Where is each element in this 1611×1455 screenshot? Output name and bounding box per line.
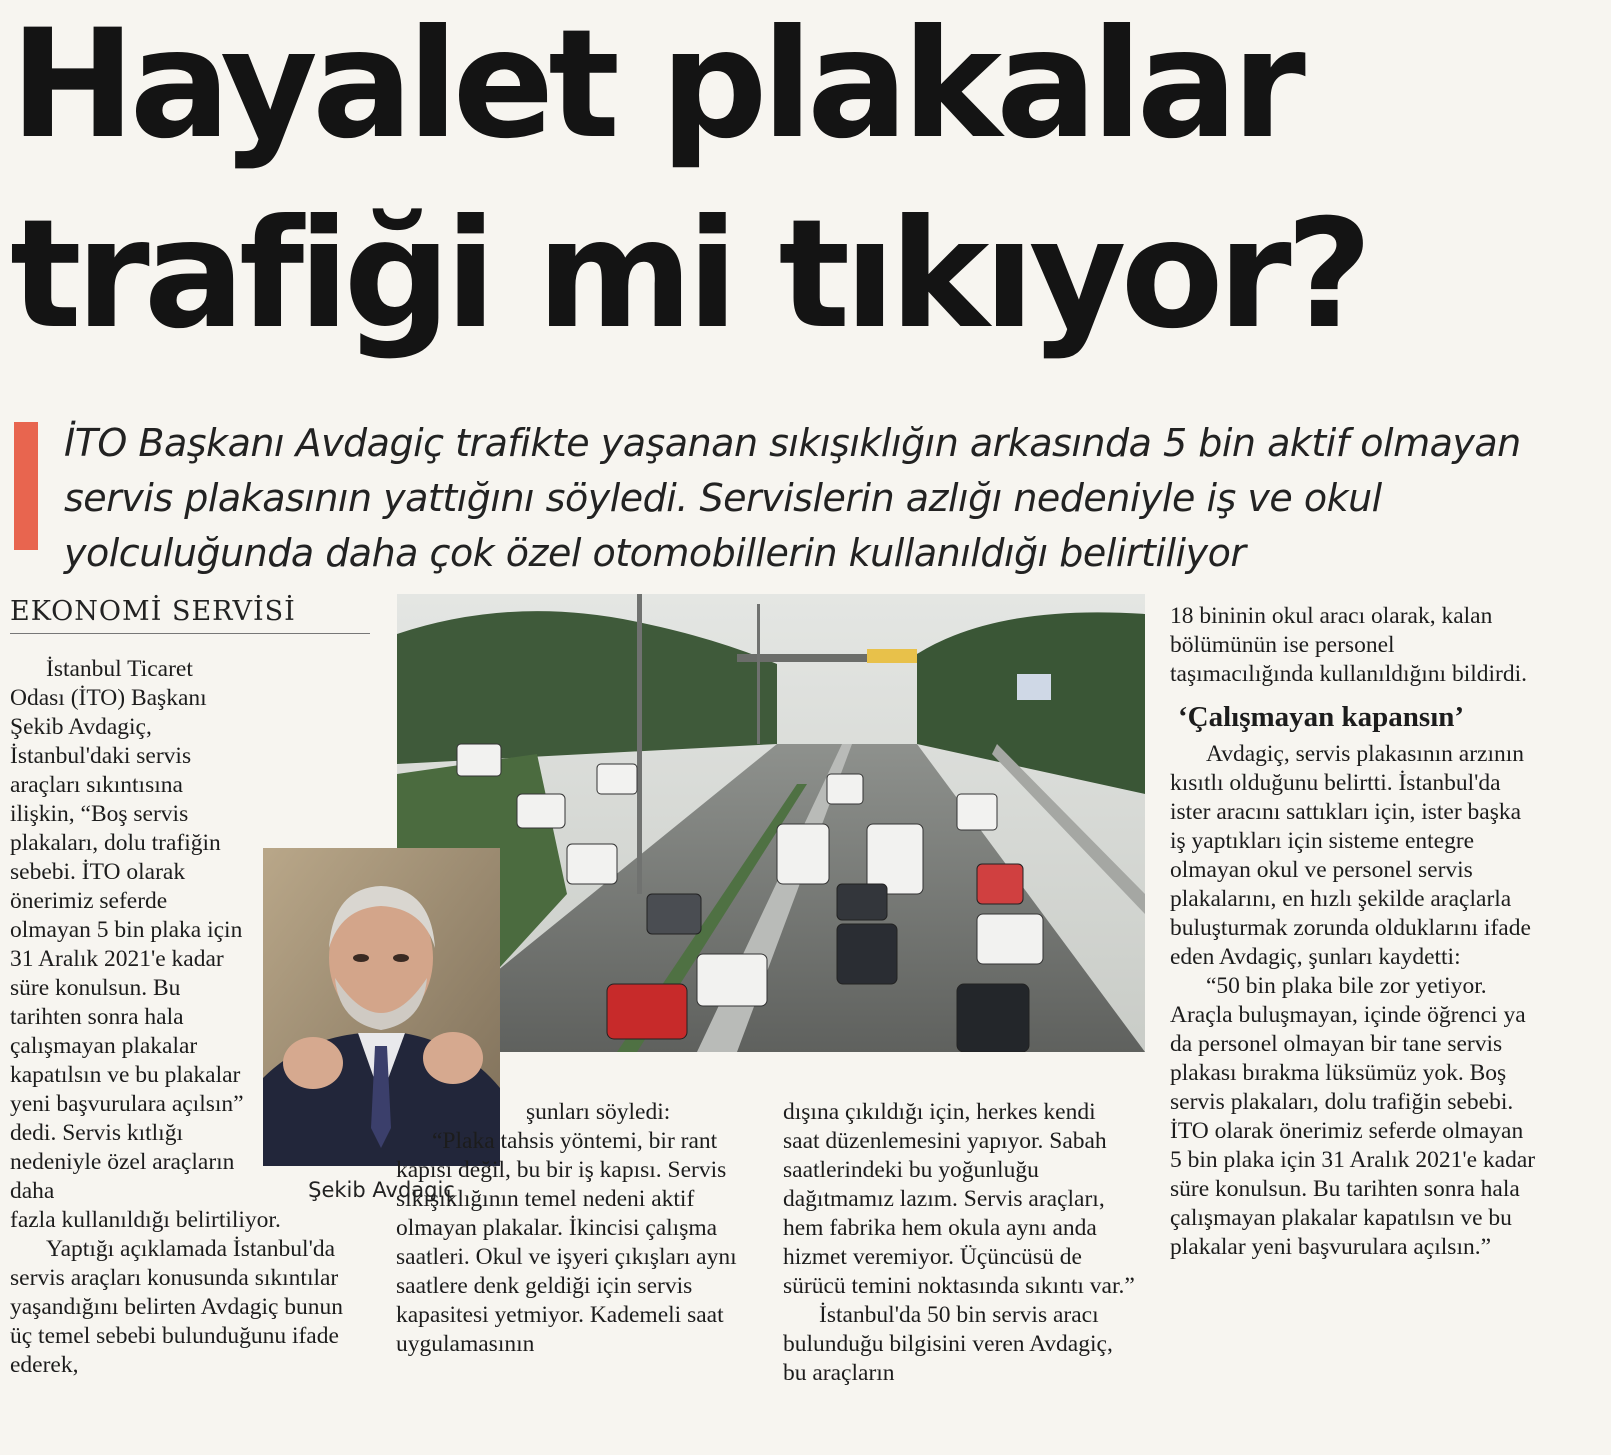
- col4-paragraph-3: “50 bin plaka bile zor yetiyor. Araçla buluşmayan, içinde öğrenci ya da personel olmayan bir tane servis plakası bırakma lüksümüz yok. Boş servis plakaları, dolu trafiğin sebebi. İTO olarak önerimiz seferde olmayan 5 bin plaka için 31 Aralık 2021'e kadar süre konulsun. Bu tarihten sonra hala çalışmayan plakalar kapatılsın ve bu plakalar yeni başvurulara açılsın.”: [1170, 973, 1536, 1260]
- col1-paragraph-1: İstanbul Ticaret Odası (İTO) Başkanı Şekib Avdagiç, İstanbul'daki servis araçları sıkıntısına ilişkin, “Boş servis plakaları, dolu trafiğin sebebi. İTO olarak önerimiz seferde olmayan 5 bin plaka için 31 Aralık 2021'e kadar süre konulsun. Bu tarihten sonra hala çalışmayan plakalar kapatılsın ve bu plakalar yeni başvurulara açılsın” dedi. Servis kıtlığı nedeniyle özel araçların daha: [10, 656, 244, 1204]
- article-column-1: [10, 655, 358, 1380]
- article-column-3: [783, 1098, 1138, 1388]
- col2-paragraph-1: şunları söyledi:: [526, 1099, 671, 1125]
- headline-line-2: trafiği mi tıkıyor?: [10, 188, 1367, 362]
- portrait-caption: Şekib Avdagiç: [308, 1178, 455, 1202]
- col4-paragraph-2: Avdagiç, servis plakasının arzının kısıtlı olduğunu belirtti. İstanbul'da ister aracını sattıkları için, ister başka iş yaptıkları için sisteme entegre olmayan okul ve personel servis plakalarını, en hızlı şekilde araçlarla buluşturmak zorunda olduklarını ifade eden Avdagiç, şunları kaydetti:: [1170, 741, 1531, 970]
- traffic-photo: [397, 594, 1145, 1052]
- article-column-2: [396, 1098, 751, 1359]
- col1-paragraph-2: Yaptığı açıklamada İstanbul'da servis araçları konusunda sıkıntılar yaşandığını belirten Avdagiç bunun üç temel sebebi bulunduğunu ifade ederek,: [10, 1236, 344, 1378]
- col3-paragraph-2: İstanbul'da 50 bin servis aracı bulunduğu bilgisini veren Avdagiç, bu araçların: [783, 1302, 1113, 1386]
- col4-paragraph-1: 18 bininin okul aracı olarak, kalan bölümünün ise personel taşımacılığında kullanıldığını bildirdi.: [1170, 603, 1528, 687]
- article-column-4: [1170, 602, 1540, 1262]
- subheadline-accent-bar: [14, 422, 38, 550]
- col1-paragraph-1-end: fazla kullanıldığı belirtiliyor.: [10, 1207, 281, 1233]
- col2-paragraph-2: “Plaka tahsis yöntemi, bir rant kapısı değil, bu bir iş kapısı. Servis sıkışıklığının temel nedeni aktif olmayan plakalar. İkincisi çalışma saatleri. Okul ve işyeri çıkışları aynı saatlere denk geldiği için servis kapasitesi yetmiyor. Kademeli saat uygulamasının: [396, 1128, 737, 1357]
- col4-subtitle: ‘Çalışmayan kapansın’: [1178, 701, 1465, 733]
- col3-paragraph-1: dışına çıkıldığı için, herkes kendi saat düzenlemesini yapıyor. Sabah saatlerindeki bu yoğunluğu dağıtmamız lazım. Servis araçları, hem fabrika hem okula aynı anda hizmet veremiyor. Üçüncüsü de sürücü temini noktasında sıkıntı var.”: [783, 1099, 1135, 1299]
- headline-line-1: Hayalet plakalar: [10, 0, 1300, 172]
- subheadline: İTO Başkanı Avdagiç trafikte yaşanan sıkışıklığın arkasında 5 bin aktif olmayan servis plakasının yattığını söyledi. Servislerin azlığı nedeniyle iş ve okul yolculuğunda daha çok özel otomobillerin kullanıldığı belirtiliyor: [64, 421, 1521, 575]
- section-label: EKONOMİ SERVİSİ: [10, 596, 370, 634]
